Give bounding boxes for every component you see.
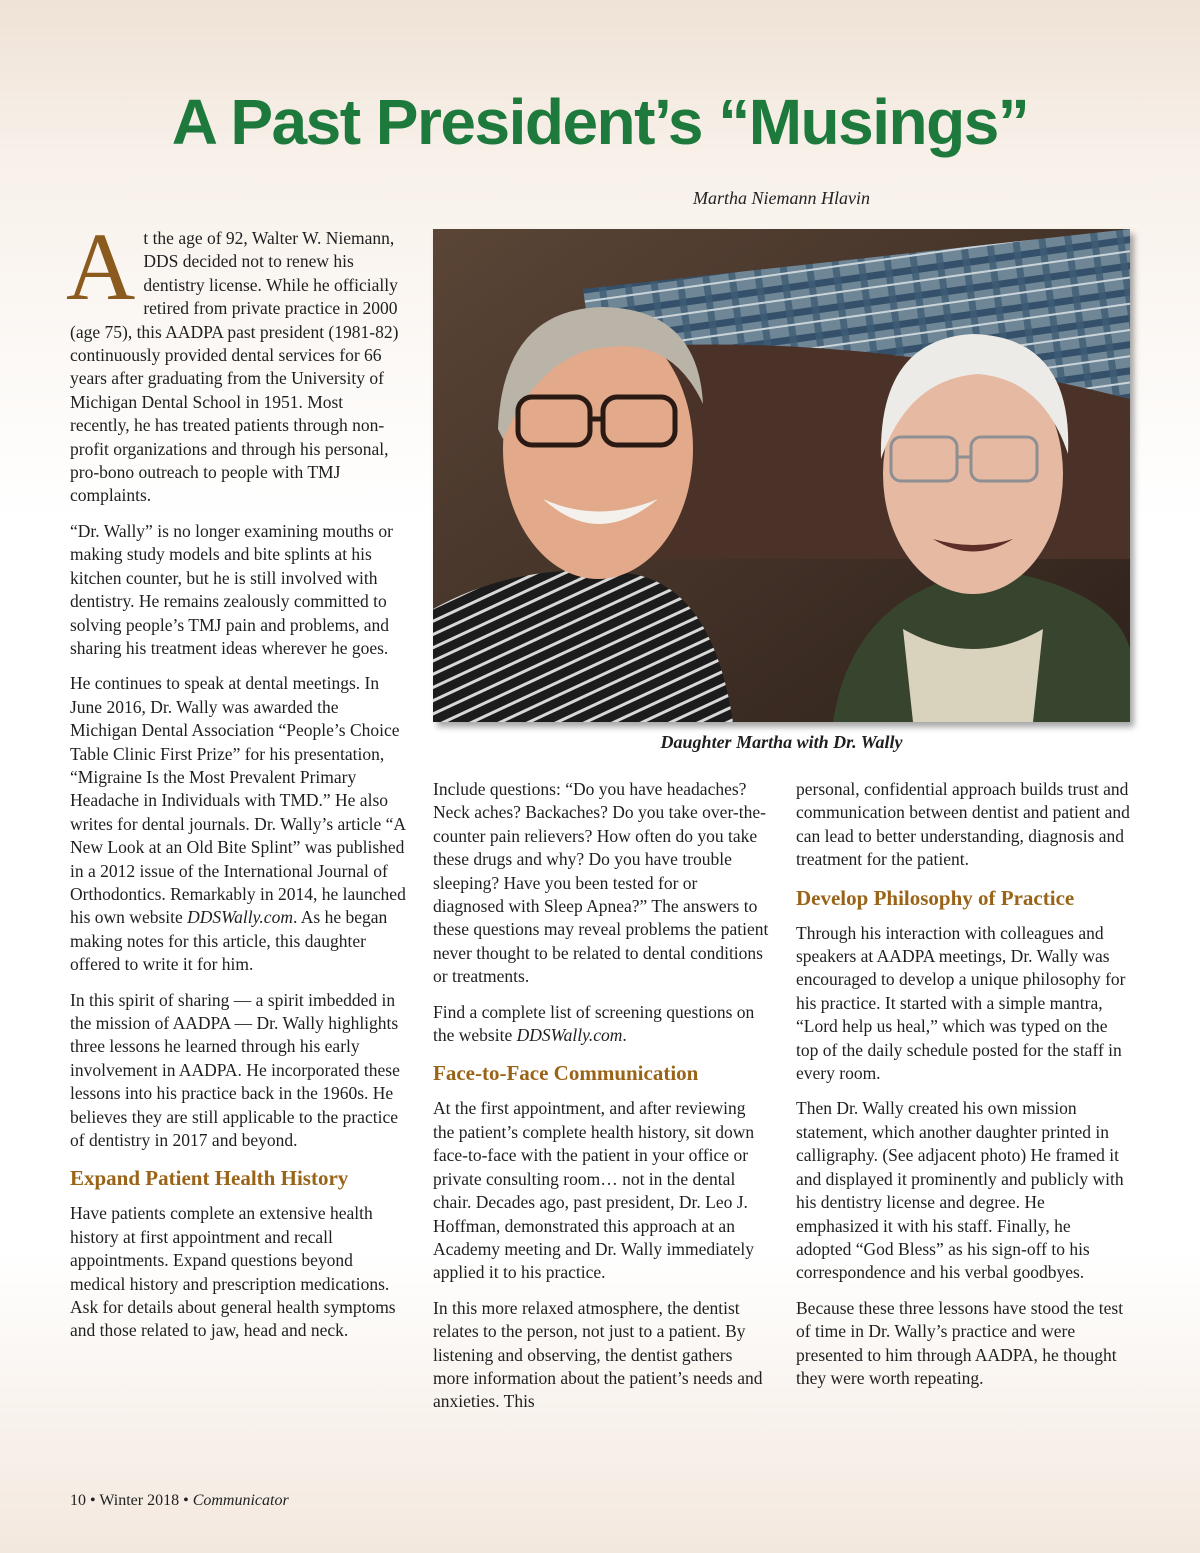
intro-text-1: t the age of 92, Walter W. Niemann, DDS decided not to renew his dentistry license. While he officially retired from private practice in 2000 (age 75), this AADPA past president (1981-82) continuously provided dental services for 66 years after graduating from the University of Michigan Dental School in 1951. Most recently, he has treated patients through non-profit organizations and through his personal, pro-bono outreach to people with TMJ complaints. (70, 228, 399, 506)
section-heading-health-history: Expand Patient Health History (70, 1166, 349, 1191)
section1-paragraph-2: Include questions: “Do you have headaches? Neck aches? Backaches? Do you take over-the-counter pain relievers? How often do you take these drugs and why? Do you have trouble sleeping? Have you been tested for or diagnosed with Sleep Apnea?” The answers to these questions may reveal problems the patient never thought to be related to dental conditions or treatments. (433, 779, 769, 987)
section2-paragraph-2: In this more relaxed atmosphere, the dentist relates to the person, not just to a patient. By listening and observing, the dentist gathers more information about the patient’s needs and anxieties. This (433, 1297, 763, 1412)
section1-paragraph-3 (433, 1001, 771, 1048)
section2-paragraph-1: At the first appointment, and after reviewing the patient’s complete health history, sit down face-to-face with the patient in your office or private consulting room… not in the dental chair. Decades ago, past president, Dr. Leo J. Hoffman, demonstrated this approach at an Academy meeting and Dr. Wally immediately applied it to his practice. (433, 1098, 755, 1283)
section1-text-3a: Find a complete list of screening questions on the website (433, 1001, 755, 1046)
drop-cap: A (66, 213, 136, 320)
section3-paragraph-3: Because these three lessons have stood the test of time in Dr. Wally’s practice and were presented to him through AADPA, he thought they were worth repeating. (796, 1297, 1124, 1388)
intro-paragraph-2: “Dr. Wally” is no longer examining mouths or making study models and bite splints at his kitchen counter, but he is still involved with dentistry. He remains zealously committed to solving people’s TMJ pain and problems, and sharing his treatment ideas wherever he goes. (70, 520, 393, 658)
intro-paragraph-4: In this spirit of sharing — a spirit imbedded in the mission of AADPA — Dr. Wally highlights three lessons he learned through his early involvement in AADPA. He incorporated these lessons into his practice back in the 1960s. He believes they are still applicable to the practice of dentistry in 2017 and beyond. (70, 989, 400, 1151)
section1-text-3b: . (622, 1025, 627, 1046)
publication-name: Communicator (192, 1492, 289, 1509)
intro-paragraph-3 (70, 672, 406, 976)
page-footer (70, 1490, 289, 1512)
section2-paragraph-2-continued: personal, confidential approach builds trust and communication between dentist and patient and can lead to better understanding, diagnosis and treatment for the patient. (796, 779, 1130, 870)
intro-text-3b: . As he began making notes for this article, this daughter offered to write it for him. (70, 907, 388, 975)
column-1 (66, 213, 406, 1355)
footer-separator: • (179, 1492, 193, 1509)
article-title: A Past President’s “Musings” (171, 86, 1029, 158)
column-3 (796, 778, 1130, 1402)
section-heading-face-to-face: Face-to-Face Communication (433, 1061, 699, 1086)
section1-paragraph-1: Have patients complete an extensive health history at first appointment and recall appointments. Expand questions beyond medical history and prescription medications. Ask for details about general health symptoms and those related to jaw, head and neck. (70, 1203, 396, 1341)
section3-paragraph-1: Through his interaction with colleagues and speakers at AADPA meetings, Dr. Wally was encouraged to develop a unique philosophy for his practice. It started with a simple mantra, “Lord help us heal,” which was typed on the top of the daily schedule posted for the staff in every room. (796, 922, 1126, 1084)
footer-separator: • (86, 1492, 100, 1509)
section-heading-philosophy: Develop Philosophy of Practice (796, 885, 1075, 910)
photo-caption: Daughter Martha with Dr. Wally (660, 732, 903, 752)
website-link[interactable]: DDSWally.com (516, 1025, 623, 1046)
page-number: 10 (70, 1492, 86, 1509)
author-byline: Martha Niemann Hlavin (693, 188, 870, 208)
section3-paragraph-2: Then Dr. Wally created his own mission statement, which another daughter printed in calligraphy. (See adjacent photo) He framed it and displayed it prominently and publicly with his dentistry license and degree. He emphasized it with his staff. Finally, he adopted “God Bless” as his sign-off to his correspondence and his verbal goodbyes. (796, 1098, 1124, 1283)
issue-date: Winter 2018 (99, 1492, 180, 1509)
article-photo (433, 229, 1130, 722)
website-link[interactable]: DDSWally.com (187, 907, 293, 928)
intro-text-3a: He continues to speak at dental meetings. In June 2016, Dr. Wally was awarded the Michigan Dental Association “People’s Choice Table Clinic First Prize” for his presentation, “Migraine Is the Most Prevalent Primary Headache in Individuals with TMD.” He also writes for dental journals. Dr. Wally’s article “A New Look at an Old Bite Splint” was published in a 2012 issue of the International Journal of Orthodontics. Remarkably in 2014, he launched his own website (70, 673, 406, 928)
intro-paragraph-1 (66, 213, 406, 508)
column-2 (433, 778, 771, 1426)
